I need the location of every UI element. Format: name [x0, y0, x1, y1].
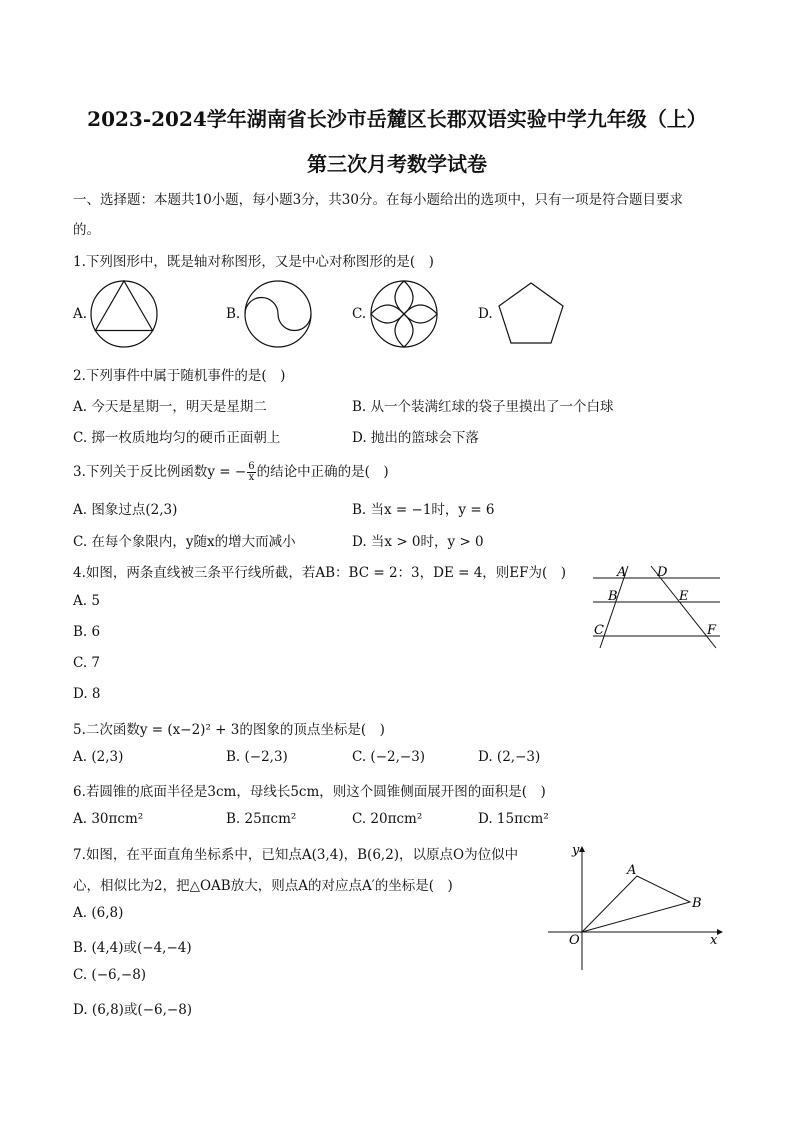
- q7-option-d: D. (6,8)或(−6,−8): [73, 1002, 193, 1018]
- q2-option-b: B. 从一个装满红球的袋子里摸出了一个白球: [352, 399, 614, 415]
- exam-title-line1: 2023-2024学年湖南省长沙市岳麓区长郡双语实验中学九年级（上）: [87, 107, 707, 131]
- q4-parallel-lines-figure: [588, 560, 723, 655]
- q1-stem: 1.下列图形中，既是轴对称图形，又是中心对称图形的是( ): [73, 254, 434, 270]
- q1-figure-b-circle-s-curve: [243, 279, 313, 349]
- q6-option-b: B. 25πcm²: [226, 811, 297, 827]
- q1-option-a-label: A.: [73, 306, 88, 322]
- q1-option-b-label: B.: [226, 306, 241, 322]
- section1-instructions: 一、选择题：本题共10小题，每小题3分，共30分。在每小题给出的选项中，只有一项是符合题目要求: [73, 192, 683, 208]
- q7-option-c: C. (−6,−8): [73, 967, 147, 983]
- q3-fraction-numerator: 6: [248, 461, 255, 472]
- q1-option-c-label: C.: [352, 306, 367, 322]
- q5-stem: 5.二次函数y = (x−2)² + 3的图象的顶点坐标是( ): [73, 722, 385, 738]
- q7-option-a: A. (6,8): [73, 905, 124, 921]
- q3-stem: [73, 460, 389, 483]
- q4-option-b: B. 6: [73, 624, 101, 640]
- q7-label-a: A: [627, 863, 637, 878]
- q4-label-d: D: [657, 565, 668, 580]
- q5-option-c: C. (−2,−3): [352, 749, 426, 765]
- q6-option-c: C. 20πcm²: [352, 811, 423, 827]
- q3-fraction-denominator: x: [248, 472, 255, 483]
- q3-stem-post: 的结论中正确的是( ): [256, 464, 389, 480]
- q2-option-c: C. 掷一枚质地均匀的硬币正面朝上: [73, 430, 281, 446]
- q1-figure-c-circle-petals: [369, 279, 439, 349]
- q4-stem: 4.如图，两条直线被三条平行线所截，若AB：BC = 2：3，DE = 4，则EF为( ): [73, 565, 567, 581]
- q4-label-b: B: [608, 589, 618, 604]
- q2-option-d: D. 抛出的篮球会下落: [352, 430, 479, 446]
- q3-option-c: C. 在每个象限内，y随x的增大而减小: [73, 534, 296, 550]
- q7-label-origin: O: [569, 933, 580, 948]
- q4-option-c: C. 7: [73, 655, 101, 671]
- q4-label-f: F: [707, 623, 717, 638]
- q5-option-d: D. (2,−3): [478, 749, 541, 765]
- q4-option-a: A. 5: [73, 593, 100, 609]
- exam-title-line2: 第三次月考数学试卷: [307, 152, 487, 176]
- q4-label-c: C: [594, 623, 604, 638]
- q1-figure-d-pentagon: [496, 279, 566, 349]
- q6-option-a: A. 30πcm²: [73, 811, 144, 827]
- q7-label-y: y: [572, 843, 580, 858]
- q1-figure-a-circle-triangle: [89, 279, 159, 349]
- q3-option-a: A. 图象过点(2,3): [73, 502, 178, 518]
- q2-option-a: A. 今天是星期一，明天是星期二: [73, 399, 267, 415]
- q7-label-b: B: [692, 896, 702, 911]
- q1-option-d-label: D.: [478, 306, 493, 322]
- section1-instructions-cont: 的。: [73, 222, 100, 238]
- q7-option-b: B. (4,4)或(−4,−4): [73, 940, 192, 956]
- q4-option-d: D. 8: [73, 686, 101, 702]
- q6-stem: 6.若圆锥的底面半径是3cm，母线长5cm，则这个圆锥侧面展开图的面积是( ): [73, 784, 546, 800]
- q3-option-d: D. 当x > 0时，y > 0: [352, 534, 484, 550]
- q2-stem: 2.下列事件中属于随机事件的是( ): [73, 368, 286, 384]
- q4-label-e: E: [679, 589, 689, 604]
- q7-coordinate-figure: [545, 840, 725, 975]
- q7-stem-line1: 7.如图，在平面直角坐标系中，已知点A(3,4)，B(6,2)，以原点O为位似中: [73, 847, 519, 863]
- q5-option-b: B. (−2,3): [226, 749, 288, 765]
- q7-stem-line2: 心，相似比为2，把△OAB放大，则点A的对应点A′的坐标是( ): [73, 878, 453, 894]
- q5-option-a: A. (2,3): [73, 749, 124, 765]
- q7-label-x: x: [710, 933, 718, 948]
- q6-option-d: D. 15πcm²: [478, 811, 549, 827]
- q4-label-a: A: [617, 565, 627, 580]
- q3-fraction: [247, 462, 255, 483]
- q3-stem-pre: 3.下列关于反比例函数y = −: [73, 464, 247, 480]
- q3-option-b: B. 当x = −1时，y = 6: [352, 502, 495, 518]
